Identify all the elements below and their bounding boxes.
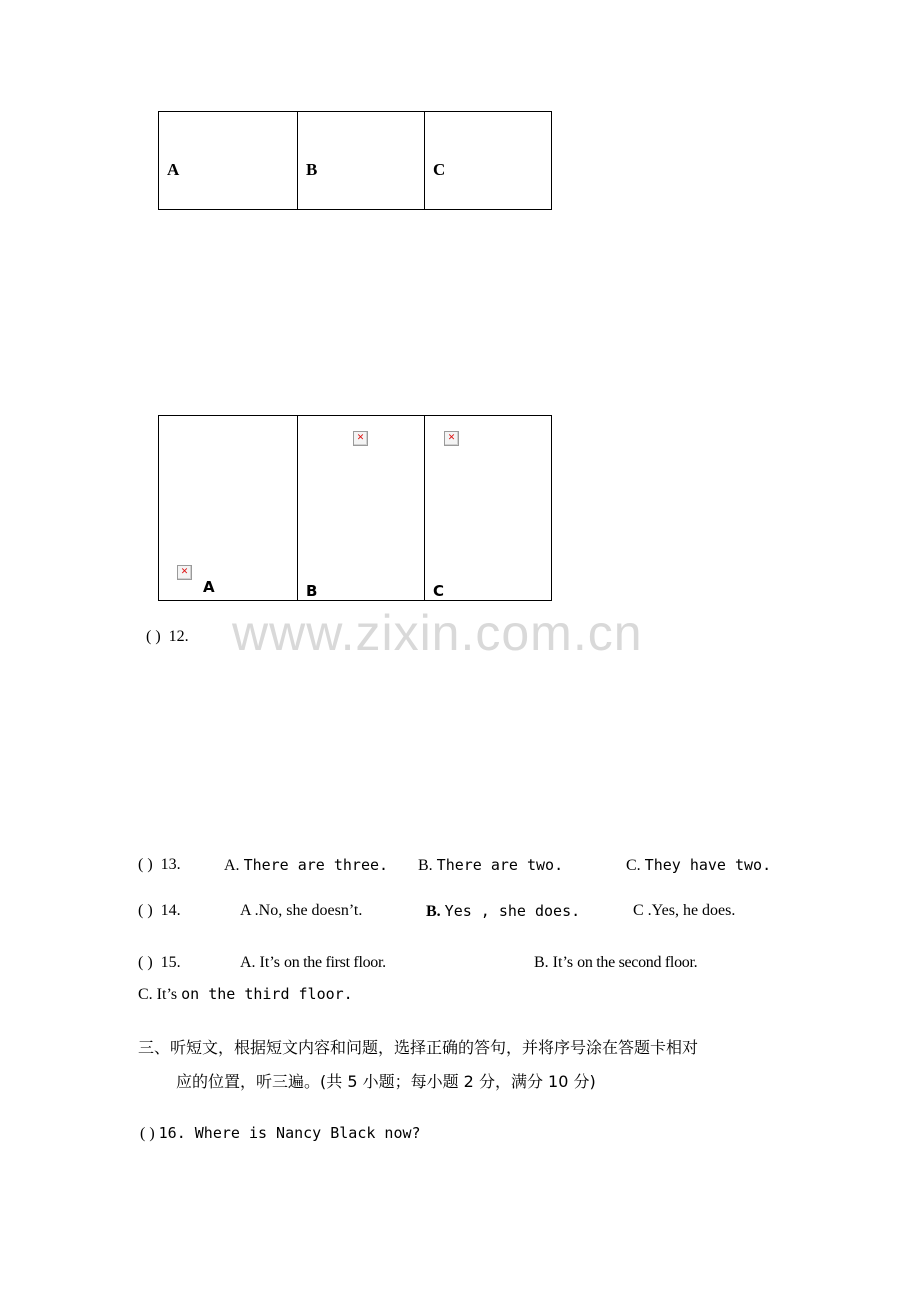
answer-paren: ( ) bbox=[146, 628, 161, 645]
section-3-line-2: 应的位置，听三遍。(共 5 小题；每小题 2 分，满分 10 分) bbox=[176, 1072, 596, 1091]
broken-image-icon bbox=[353, 431, 368, 446]
picture-table-2 bbox=[158, 415, 552, 601]
section-3-instructions bbox=[138, 1031, 798, 1099]
picture-cell-c bbox=[425, 112, 552, 210]
option-b-letter: B. It’s bbox=[534, 954, 574, 971]
question-number: 12. bbox=[168, 628, 189, 645]
option-a-letter: A. bbox=[224, 857, 240, 874]
picture-table-1 bbox=[158, 111, 552, 210]
option-c-text: They have two. bbox=[644, 856, 772, 874]
watermark: www.zixin.com.cn bbox=[232, 605, 643, 661]
option-b-text: There are two. bbox=[436, 856, 564, 874]
option-label-a: A bbox=[167, 160, 180, 179]
answer-paren: ( ) bbox=[140, 1125, 155, 1142]
broken-image-icon bbox=[444, 431, 459, 446]
option-label-c: C bbox=[433, 160, 446, 179]
question-number: 15. bbox=[160, 954, 181, 971]
broken-image-icon bbox=[177, 565, 192, 580]
picture-cell-c bbox=[425, 416, 552, 601]
option-c-text: on the third floor. bbox=[181, 985, 353, 1003]
picture-cell-b bbox=[298, 416, 425, 601]
question-text: 16. Where is Nancy Black now? bbox=[158, 1124, 421, 1142]
option-a-text: There are three. bbox=[243, 856, 389, 874]
question-13 bbox=[138, 856, 798, 874]
question-15 bbox=[138, 954, 818, 972]
option-c-letter: C. It’s bbox=[138, 986, 178, 1003]
section-3-line-1: 三、听短文，根据短文内容和问题，选择正确的答句，并将序号涂在答题卡相对 bbox=[138, 1038, 699, 1057]
answer-paren: ( ) bbox=[138, 954, 153, 971]
option-a-text: on the first floor. bbox=[284, 954, 386, 971]
picture-cell-a bbox=[159, 112, 298, 210]
option-b-text: Yes , she does. bbox=[444, 902, 581, 920]
option-c: C .Yes, he does. bbox=[633, 902, 736, 919]
option-a-letter: A. It’s bbox=[240, 954, 280, 971]
option-label-c: C bbox=[433, 582, 445, 600]
option-c-letter: C. bbox=[626, 857, 641, 874]
option-b-text: on the second floor. bbox=[577, 954, 698, 971]
question-15-option-c bbox=[138, 985, 353, 1004]
option-label-a: A bbox=[203, 578, 215, 596]
answer-paren: ( ) bbox=[138, 902, 153, 919]
option-label-b: B bbox=[306, 582, 318, 600]
option-label-b: B bbox=[306, 160, 318, 179]
option-a: A .No, she doesn’t. bbox=[240, 902, 363, 919]
picture-cell-b bbox=[298, 112, 425, 210]
picture-cell-a bbox=[159, 416, 298, 601]
answer-paren: ( ) bbox=[138, 856, 153, 873]
option-b-letter: B. bbox=[418, 857, 433, 874]
question-number: 14. bbox=[160, 902, 181, 919]
question-14 bbox=[138, 902, 798, 920]
option-b-letter: B. bbox=[426, 903, 441, 920]
question-16 bbox=[140, 1124, 421, 1143]
question-number: 13. bbox=[160, 856, 181, 873]
question-12 bbox=[146, 628, 189, 646]
